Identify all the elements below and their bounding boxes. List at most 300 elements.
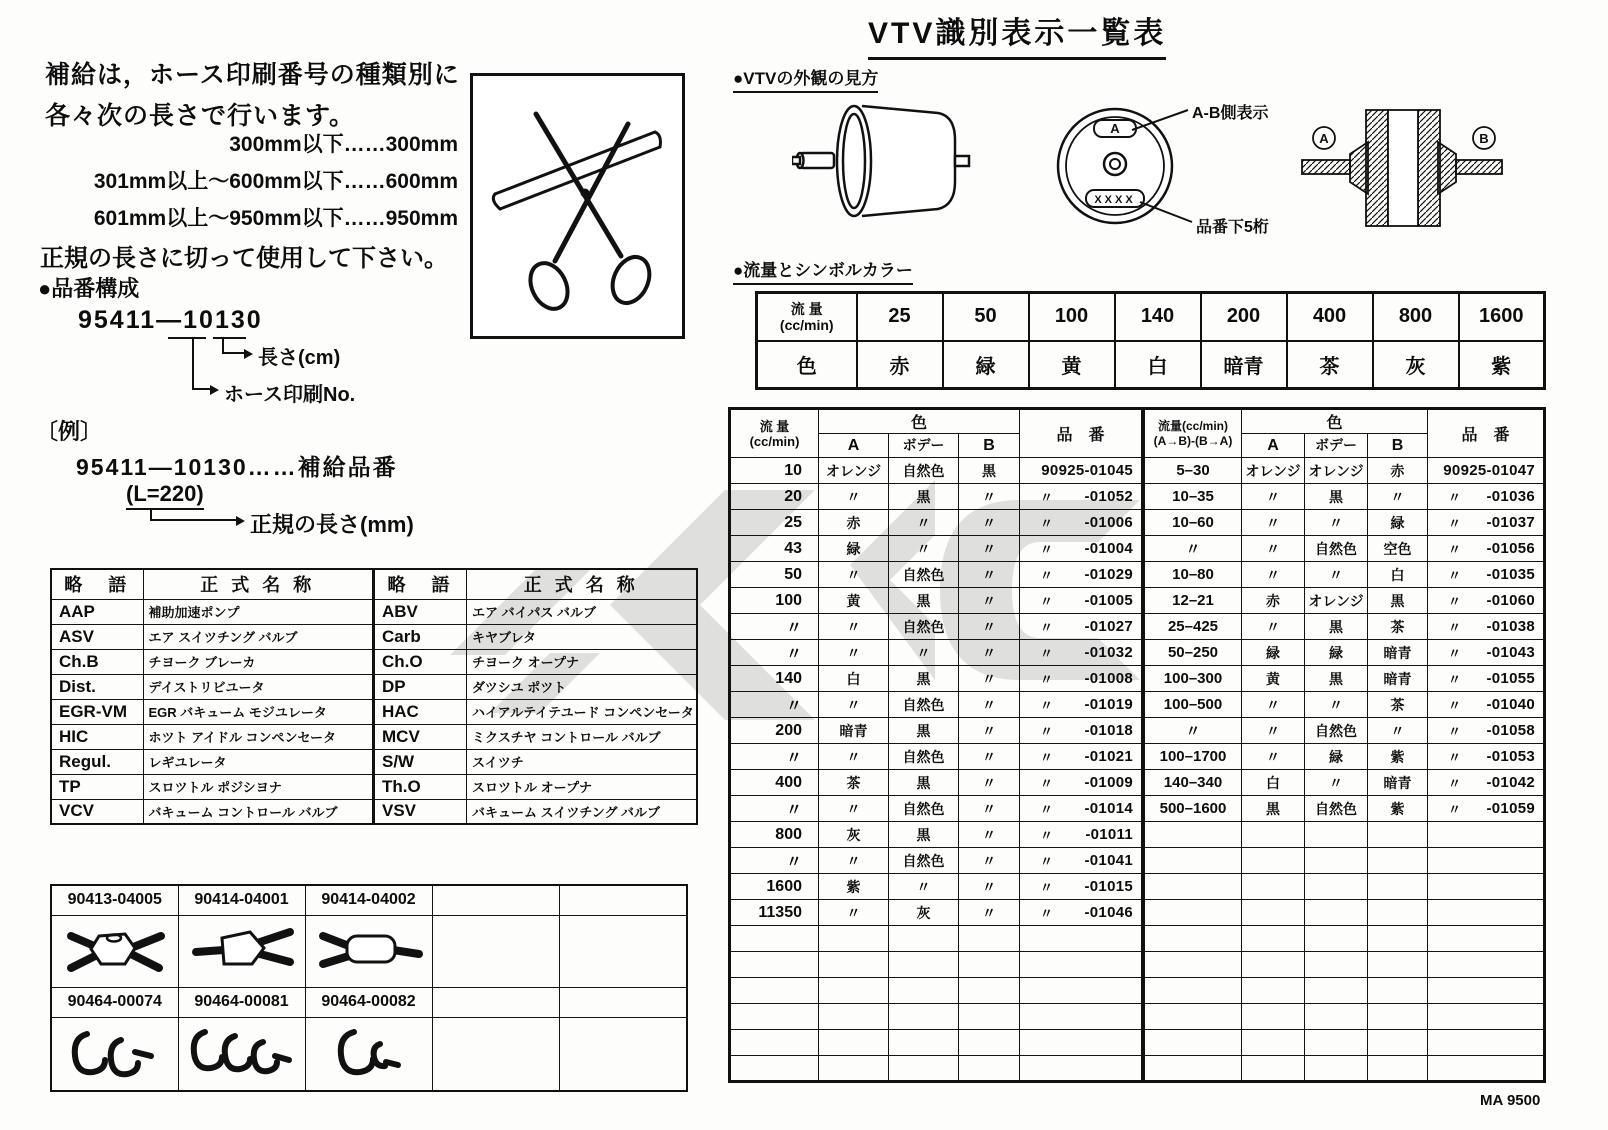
empty-cell xyxy=(1020,1056,1143,1082)
ditto-mark: 〃 xyxy=(1040,516,1054,531)
empty-cell xyxy=(432,915,559,987)
full-name: エア バイパス バルブ xyxy=(467,599,697,624)
vtv-table-left xyxy=(728,407,1144,1083)
empty-cell xyxy=(1242,978,1305,1004)
color-a: 〃 xyxy=(819,614,889,640)
empty-cell xyxy=(1242,926,1305,952)
empty-cell xyxy=(1368,1004,1428,1030)
color-a: 〃 xyxy=(1242,614,1305,640)
color-a: 暗青 xyxy=(819,718,889,744)
empty-cell xyxy=(889,1030,959,1056)
full-name: ダツシユ ポツト xyxy=(467,674,697,699)
color-b: 〃 xyxy=(959,848,1020,874)
empty-row xyxy=(1145,952,1545,978)
part-digits-mark: XXXX xyxy=(1094,194,1136,206)
part-number-value: -01032 xyxy=(1084,644,1133,661)
part-number xyxy=(1020,614,1143,640)
flow-value: 10 xyxy=(730,458,819,484)
flow-value: 140 xyxy=(1115,293,1201,341)
empty-cell xyxy=(730,1030,819,1056)
color-b: 〃 xyxy=(959,718,1020,744)
ditto-mark: 〃 xyxy=(1448,698,1462,713)
vtv-cross-section-illustration xyxy=(1300,98,1505,238)
color-b: 〃 xyxy=(959,796,1020,822)
color-b: 〃 xyxy=(1368,718,1428,744)
empty-cell xyxy=(889,1056,959,1082)
empty-row xyxy=(730,926,1143,952)
cut-note: 正規の長さに切って使用して下さい。 xyxy=(40,245,448,272)
ab-side-annotation: A-B側表示 xyxy=(1192,105,1269,122)
part-number xyxy=(1020,900,1143,926)
flow-range: 100–300 xyxy=(1145,666,1242,692)
ditto-mark: 〃 xyxy=(1040,620,1054,635)
intro-line-1: 補給は，ホース印刷番号の種類別に xyxy=(45,61,460,89)
abbreviation-row xyxy=(375,699,697,724)
abbreviation: Dist. xyxy=(51,674,143,699)
color-a: 〃 xyxy=(1242,744,1305,770)
flow-value: 25 xyxy=(857,293,943,341)
ditto-mark: 〃 xyxy=(1448,490,1462,505)
color-body: 自然色 xyxy=(1305,718,1368,744)
part-number-value: -01043 xyxy=(1486,644,1535,661)
color-body: 黒 xyxy=(889,718,959,744)
color-a: 灰 xyxy=(819,822,889,848)
flow-value: 50 xyxy=(943,293,1029,341)
empty-cell xyxy=(1242,822,1305,848)
name-header: 正 式 名 称 xyxy=(467,569,697,599)
empty-cell xyxy=(1145,900,1242,926)
color-a: 〃 xyxy=(1242,562,1305,588)
ditto-mark: 〃 xyxy=(1448,672,1462,687)
empty-cell xyxy=(1428,822,1545,848)
connector-3way-illustration xyxy=(313,918,425,980)
color-b: 暗青 xyxy=(1368,640,1428,666)
table-row xyxy=(730,614,1143,640)
empty-cell xyxy=(1368,926,1428,952)
flow-range: 〃 xyxy=(1145,718,1242,744)
part-number xyxy=(1428,692,1545,718)
part-number-value: -01008 xyxy=(1084,670,1133,687)
empty-cell xyxy=(1242,1056,1305,1082)
ditto-mark: 〃 xyxy=(1040,828,1054,843)
color-row xyxy=(757,341,1545,389)
empty-row xyxy=(730,1004,1143,1030)
part-number xyxy=(1428,718,1545,744)
color-a: 白 xyxy=(1242,770,1305,796)
empty-row xyxy=(1145,926,1545,952)
arrow-right-icon xyxy=(236,516,245,526)
color-b: 茶 xyxy=(1368,614,1428,640)
connector-4way-cell xyxy=(51,915,178,987)
table-row xyxy=(1145,510,1545,536)
empty-cell xyxy=(1020,1004,1143,1030)
full-name: 補助加速ポンプ xyxy=(143,599,373,624)
flow-value: 20 xyxy=(730,484,819,510)
empty-cell xyxy=(1145,926,1242,952)
flow-range: 10–80 xyxy=(1145,562,1242,588)
connector-line xyxy=(192,337,210,390)
color-body: 緑 xyxy=(1305,640,1368,666)
scissors-cutting-hose-icon xyxy=(473,76,682,336)
color-a: 緑 xyxy=(1242,640,1305,666)
color-value: 黄 xyxy=(1029,341,1115,389)
part-number xyxy=(1020,744,1143,770)
part-number-value: -01058 xyxy=(1486,722,1535,739)
hose-clip-single-illustration xyxy=(324,1022,414,1080)
length-rule: 601mm以上〜950mm以下……950mm xyxy=(93,207,458,230)
empty-row xyxy=(1145,848,1545,874)
abbreviation-row xyxy=(51,699,373,724)
empty-cell xyxy=(730,978,819,1004)
ditto-mark: 〃 xyxy=(1040,802,1054,817)
flow-value: 〃 xyxy=(730,614,819,640)
empty-cell xyxy=(1428,1056,1545,1082)
color-b: 赤 xyxy=(1368,458,1428,484)
empty-row xyxy=(1145,900,1545,926)
color-body: 自然色 xyxy=(889,562,959,588)
ditto-mark: 〃 xyxy=(1040,568,1054,583)
abbreviation: HIC xyxy=(51,724,143,749)
empty-cell xyxy=(819,978,889,1004)
color-b: 〃 xyxy=(959,822,1020,848)
empty-cell xyxy=(1305,874,1368,900)
scissors-illustration-box xyxy=(470,73,685,339)
part-number-cell xyxy=(432,987,559,1017)
flow-value: 200 xyxy=(730,718,819,744)
part-number xyxy=(1020,796,1143,822)
color-section-heading: ●流量とシンボルカラー xyxy=(733,256,913,285)
ditto-mark: 〃 xyxy=(1448,750,1462,765)
length-rule: 301mm以上〜600mm以下……600mm xyxy=(93,170,458,193)
color-b: 〃 xyxy=(959,692,1020,718)
ditto-mark: 〃 xyxy=(1040,542,1054,557)
abbreviation: DP xyxy=(375,674,467,699)
abbreviation: VSV xyxy=(375,799,467,824)
color-b: 〃 xyxy=(959,588,1020,614)
part-number xyxy=(1020,510,1143,536)
empty-cell xyxy=(559,915,687,987)
flow-range: 5–30 xyxy=(1145,458,1242,484)
color-body: 自然色 xyxy=(1305,796,1368,822)
color-b: 〃 xyxy=(959,510,1020,536)
color-a: 黄 xyxy=(819,588,889,614)
table-row xyxy=(730,718,1143,744)
connector-line xyxy=(150,508,236,521)
part-number xyxy=(1020,848,1143,874)
part-number xyxy=(1020,874,1143,900)
flow-value: 〃 xyxy=(730,744,819,770)
flow-label: 流 量 xyxy=(790,300,823,317)
col-b-header: B xyxy=(1368,434,1428,458)
full-name: スロツトル オープナ xyxy=(467,774,697,799)
color-b: 〃 xyxy=(959,770,1020,796)
part-number-cell: 90414-04002 xyxy=(305,885,432,915)
circle-a-mark: A xyxy=(1319,131,1329,146)
color-value: 茶 xyxy=(1287,341,1373,389)
flow-range: 12–21 xyxy=(1145,588,1242,614)
table-row xyxy=(730,770,1143,796)
part-number xyxy=(1020,666,1143,692)
part-number-value: -01015 xyxy=(1084,878,1133,895)
color-body: 黒 xyxy=(889,822,959,848)
color-b: 白 xyxy=(1368,562,1428,588)
ditto-mark: 〃 xyxy=(1040,594,1054,609)
empty-cell xyxy=(819,1056,889,1082)
part-digits-annotation: 品番下5桁 xyxy=(1196,219,1269,236)
part-number xyxy=(1020,458,1143,484)
part-number xyxy=(1428,458,1545,484)
color-b: 紫 xyxy=(1368,744,1428,770)
part-number xyxy=(1020,562,1143,588)
color-body: 自然色 xyxy=(889,796,959,822)
length-cm-label: 長さ(cm) xyxy=(258,347,341,369)
vtv-table-right xyxy=(1144,407,1546,1083)
empty-cell xyxy=(819,1004,889,1030)
color-a: 〃 xyxy=(819,484,889,510)
ditto-mark: 〃 xyxy=(1040,490,1054,505)
empty-cell xyxy=(559,1017,687,1091)
ditto-mark: 〃 xyxy=(1040,672,1054,687)
abbreviation-row xyxy=(375,624,697,649)
part-number-value: -01038 xyxy=(1486,618,1535,635)
full-name: ハイアルテイテユード コンペンセータ xyxy=(467,699,697,724)
color-b: 黒 xyxy=(959,458,1020,484)
color-a: 茶 xyxy=(819,770,889,796)
part-number-example: 95411—10130 xyxy=(78,306,263,334)
color-a: 〃 xyxy=(1242,510,1305,536)
abbreviation: HAC xyxy=(375,699,467,724)
abbreviation-row xyxy=(375,724,697,749)
color-body: 〃 xyxy=(889,874,959,900)
empty-cell xyxy=(1305,822,1368,848)
abbreviation: EGR-VM xyxy=(51,699,143,724)
example-length-value: (L=220) xyxy=(126,481,204,510)
table-row xyxy=(730,536,1143,562)
empty-cell xyxy=(889,952,959,978)
circle-b-mark: B xyxy=(1479,131,1489,146)
part-number xyxy=(1428,770,1545,796)
flow-header-line1: 流 量 xyxy=(759,418,790,434)
empty-cell xyxy=(819,1030,889,1056)
color-b: 〃 xyxy=(1368,484,1428,510)
abbreviation: ABV xyxy=(375,599,467,624)
table-row xyxy=(730,562,1143,588)
abbreviation: S/W xyxy=(375,749,467,774)
abbreviation: AAP xyxy=(51,599,143,624)
abbreviation: Ch.B xyxy=(51,649,143,674)
hose-print-no-label: ホース印刷No. xyxy=(224,384,356,406)
abbreviation: MCV xyxy=(375,724,467,749)
table-row xyxy=(1145,614,1545,640)
empty-cell xyxy=(1428,848,1545,874)
part-number-cell: 90464-00081 xyxy=(178,987,305,1017)
connector-2way-cell xyxy=(178,915,305,987)
part-number-value: -01056 xyxy=(1486,540,1535,557)
color-body: 黒 xyxy=(1305,484,1368,510)
flow-range: 100–500 xyxy=(1145,692,1242,718)
empty-cell xyxy=(730,926,819,952)
part-number xyxy=(1020,718,1143,744)
empty-row xyxy=(1145,822,1545,848)
full-name: スロツトル ポジシヨナ xyxy=(143,774,373,799)
table-row xyxy=(1145,458,1545,484)
empty-cell xyxy=(1020,978,1143,1004)
hose-clip-double-illustration xyxy=(65,1022,165,1080)
connector-parts-table xyxy=(50,884,688,1092)
table-row xyxy=(1145,796,1545,822)
table-row xyxy=(730,510,1143,536)
name-header: 正 式 名 称 xyxy=(143,569,373,599)
part-number-value: -01055 xyxy=(1486,670,1535,687)
flow-value: 140 xyxy=(730,666,819,692)
part-number-value: -01040 xyxy=(1486,696,1535,713)
color-body: 黒 xyxy=(1305,666,1368,692)
empty-row xyxy=(1145,1004,1545,1030)
full-name: バキューム スイツチング バルブ xyxy=(467,799,697,824)
empty-cell xyxy=(1305,1030,1368,1056)
abbreviation-row xyxy=(375,649,697,674)
example-heading: 〔例〕 xyxy=(36,419,103,444)
part-number-value: -01019 xyxy=(1084,696,1133,713)
part-number xyxy=(1428,536,1545,562)
abbreviation-table-left xyxy=(50,568,374,825)
empty-cell xyxy=(1145,1030,1242,1056)
abbreviation: Regul. xyxy=(51,749,143,774)
connector-3way-cell xyxy=(305,915,432,987)
flow-range: 10–35 xyxy=(1145,484,1242,510)
color-b: 緑 xyxy=(1368,510,1428,536)
abbreviation-table-right xyxy=(374,568,698,825)
color-value: 赤 xyxy=(857,341,943,389)
abbreviation-row xyxy=(375,674,697,699)
part-number xyxy=(1428,614,1545,640)
color-body: 黒 xyxy=(1305,614,1368,640)
part-number-value: -01005 xyxy=(1084,592,1133,609)
abbr-header: 略 語 xyxy=(375,569,467,599)
part-number xyxy=(1428,744,1545,770)
table-row xyxy=(1145,562,1545,588)
full-name: レギユレータ xyxy=(143,749,373,774)
color-a: 赤 xyxy=(1242,588,1305,614)
flow-header-cell xyxy=(757,293,857,341)
table-row xyxy=(730,744,1143,770)
empty-row xyxy=(1145,1056,1545,1082)
color-a: 赤 xyxy=(819,510,889,536)
color-a: 黄 xyxy=(1242,666,1305,692)
empty-cell xyxy=(959,1030,1020,1056)
table-row xyxy=(730,640,1143,666)
flow-range: 500–1600 xyxy=(1145,796,1242,822)
color-body: 〃 xyxy=(889,536,959,562)
empty-cell xyxy=(1368,874,1428,900)
empty-row xyxy=(1145,874,1545,900)
part-number-value: -01014 xyxy=(1084,800,1133,817)
color-body: 黒 xyxy=(889,770,959,796)
empty-cell xyxy=(730,1004,819,1030)
col-a-header: A xyxy=(819,434,889,458)
ditto-mark: 〃 xyxy=(1448,802,1462,817)
regular-length-label: 正規の長さ(mm) xyxy=(250,512,414,537)
flow-range: 〃 xyxy=(1145,536,1242,562)
part-number-cell: 90413-04005 xyxy=(51,885,178,915)
empty-cell xyxy=(959,1004,1020,1030)
color-body: 黒 xyxy=(889,666,959,692)
color-body: 緑 xyxy=(1305,744,1368,770)
part-number xyxy=(1020,536,1143,562)
table-row xyxy=(730,796,1143,822)
color-b: 茶 xyxy=(1368,692,1428,718)
empty-cell xyxy=(1428,1004,1545,1030)
color-value: 白 xyxy=(1115,341,1201,389)
ditto-mark: 〃 xyxy=(1040,724,1054,739)
abbreviation: ASV xyxy=(51,624,143,649)
abbr-header: 略 語 xyxy=(51,569,143,599)
empty-cell xyxy=(1428,874,1545,900)
empty-cell xyxy=(1368,952,1428,978)
a-side-mark: A xyxy=(1110,121,1120,136)
color-a: 〃 xyxy=(819,796,889,822)
table-row xyxy=(1145,666,1545,692)
empty-cell xyxy=(1368,822,1428,848)
part-number-cell xyxy=(559,987,687,1017)
abbreviation-row xyxy=(51,624,373,649)
color-b: 〃 xyxy=(959,614,1020,640)
full-name: バキューム コントロール バルブ xyxy=(143,799,373,824)
full-name: キヤブレタ xyxy=(467,624,697,649)
color-b: 暗青 xyxy=(1368,770,1428,796)
table-row xyxy=(1145,692,1545,718)
ditto-mark: 〃 xyxy=(1448,542,1462,557)
flow-value: 25 xyxy=(730,510,819,536)
color-group-header: 色 xyxy=(819,409,1020,434)
part-number-value: -01052 xyxy=(1084,488,1133,505)
col-body-header: ボデー xyxy=(1305,434,1368,458)
empty-row xyxy=(730,1030,1143,1056)
part-number-value: -01035 xyxy=(1486,566,1535,583)
part-number xyxy=(1428,666,1545,692)
empty-cell xyxy=(889,978,959,1004)
color-b: 〃 xyxy=(959,562,1020,588)
col-body-header: ボデー xyxy=(889,434,959,458)
flow-value: 1600 xyxy=(730,874,819,900)
empty-cell xyxy=(1242,900,1305,926)
table-row xyxy=(730,666,1143,692)
empty-cell xyxy=(1242,1004,1305,1030)
hose-clip-triple-illustration xyxy=(187,1022,297,1080)
abbreviation-row xyxy=(51,749,373,774)
flow-range: 25–425 xyxy=(1145,614,1242,640)
empty-cell xyxy=(1242,1030,1305,1056)
full-name: EGR バキューム モジユレータ xyxy=(143,699,373,724)
part-number xyxy=(1020,770,1143,796)
color-b: 〃 xyxy=(959,744,1020,770)
full-name: スイツチ xyxy=(467,749,697,774)
color-value: 紫 xyxy=(1459,341,1545,389)
part-number-structure-heading: ●品番構成 xyxy=(38,276,140,301)
empty-row xyxy=(730,952,1143,978)
table-row xyxy=(730,692,1143,718)
abbreviation-row xyxy=(375,599,697,624)
part-number xyxy=(1428,588,1545,614)
part-number xyxy=(1428,796,1545,822)
abbreviation-row xyxy=(51,599,373,624)
intro-line-2: 各々次の長さで行います。 xyxy=(45,102,356,130)
empty-cell xyxy=(819,952,889,978)
part-number-value: -01027 xyxy=(1084,618,1133,635)
clip-triple-cell xyxy=(178,1017,305,1091)
example-part-number: 95411—10130……補給品番 xyxy=(76,454,398,480)
empty-cell xyxy=(432,1017,559,1091)
